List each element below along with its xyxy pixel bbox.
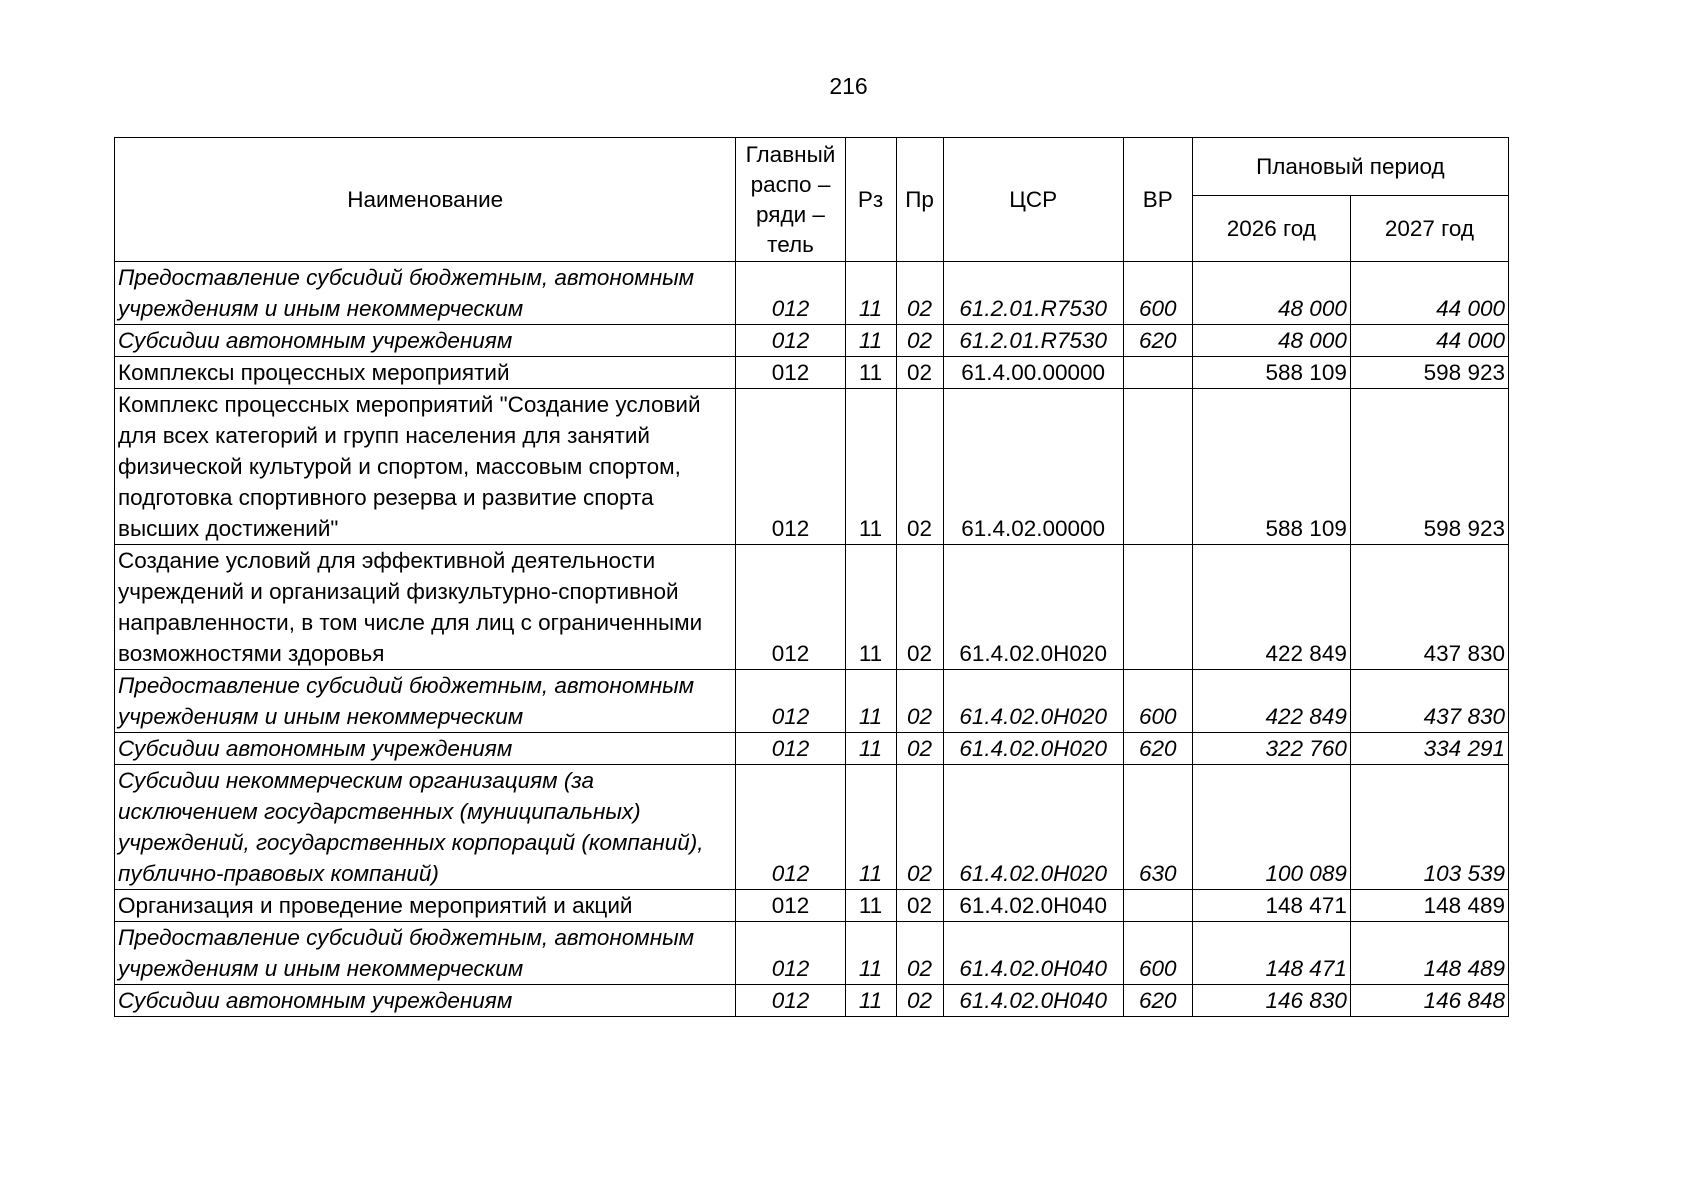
cell-pr: 02 [896, 733, 943, 765]
cell-name: Организация и проведение мероприятий и акций [115, 890, 736, 922]
cell-2026: 322 760 [1192, 733, 1350, 765]
cell-name: Комплексы процессных мероприятий [115, 357, 736, 389]
cell-2026: 146 830 [1192, 985, 1350, 1017]
cell-rz: 11 [845, 765, 896, 890]
cell-vr [1123, 357, 1192, 389]
table-row [115, 765, 1509, 890]
page-number: 216 [829, 73, 868, 99]
cell-pr: 02 [896, 357, 943, 389]
budget-table [114, 137, 1509, 1017]
header-manager-line: Главный [745, 141, 836, 167]
cell-vr: 630 [1123, 765, 1192, 890]
cell-csr: 61.4.02.0Н020 [943, 765, 1123, 890]
header-manager [736, 138, 845, 262]
cell-pr: 02 [896, 985, 943, 1017]
cell-name: Создание условий для эффективной деятельности учреждений и организаций физкультурно-спортивной направленности, в том числе для лиц с ограниченными возможностями здоровья [115, 545, 736, 670]
cell-name: Предоставление субсидий бюджетным, автономным учреждениям и иным некоммерческим [115, 262, 736, 325]
cell-pr: 02 [896, 890, 943, 922]
cell-vr [1123, 890, 1192, 922]
header-year-2027: 2027 год [1350, 196, 1508, 262]
cell-pr: 02 [896, 765, 943, 890]
cell-2026: 422 849 [1192, 545, 1350, 670]
cell-vr: 620 [1123, 325, 1192, 357]
cell-pr: 02 [896, 922, 943, 985]
cell-rz: 11 [845, 890, 896, 922]
cell-rz: 11 [845, 325, 896, 357]
cell-2027: 44 000 [1350, 325, 1508, 357]
cell-2026: 48 000 [1192, 325, 1350, 357]
cell-vr: 620 [1123, 733, 1192, 765]
cell-2027: 148 489 [1350, 890, 1508, 922]
cell-2027: 146 848 [1350, 985, 1508, 1017]
cell-vr [1123, 545, 1192, 670]
cell-manager: 012 [736, 985, 845, 1017]
cell-name: Субсидии автономным учреждениям [115, 325, 736, 357]
table-row [115, 670, 1509, 733]
cell-2027: 437 830 [1350, 545, 1508, 670]
table-row [115, 357, 1509, 389]
cell-2026: 48 000 [1192, 262, 1350, 325]
table-body [115, 262, 1509, 1017]
cell-manager: 012 [736, 733, 845, 765]
cell-csr: 61.4.02.0Н020 [943, 733, 1123, 765]
cell-manager: 012 [736, 765, 845, 890]
cell-vr: 600 [1123, 670, 1192, 733]
cell-vr [1123, 389, 1192, 545]
cell-manager: 012 [736, 922, 845, 985]
cell-manager: 012 [736, 357, 845, 389]
cell-manager: 012 [736, 890, 845, 922]
table-row [115, 389, 1509, 545]
cell-csr: 61.4.02.0Н020 [943, 670, 1123, 733]
cell-csr: 61.4.02.0Н040 [943, 890, 1123, 922]
table-row [115, 325, 1509, 357]
cell-rz: 11 [845, 922, 896, 985]
table-row [115, 545, 1509, 670]
header-year-2026: 2026 год [1192, 196, 1350, 262]
header-rz: Рз [845, 138, 896, 262]
cell-name: Предоставление субсидий бюджетным, автономным учреждениям и иным некоммерческим [115, 670, 736, 733]
table-row [115, 985, 1509, 1017]
cell-rz: 11 [845, 670, 896, 733]
cell-csr: 61.4.02.0Н040 [943, 985, 1123, 1017]
cell-pr: 02 [896, 389, 943, 545]
table-header [115, 138, 1509, 262]
cell-2027: 334 291 [1350, 733, 1508, 765]
cell-rz: 11 [845, 985, 896, 1017]
cell-manager: 012 [736, 262, 845, 325]
header-csr: ЦСР [943, 138, 1123, 262]
cell-pr: 02 [896, 262, 943, 325]
cell-rz: 11 [845, 357, 896, 389]
table-row [115, 262, 1509, 325]
cell-manager: 012 [736, 389, 845, 545]
cell-name: Субсидии автономным учреждениям [115, 733, 736, 765]
cell-2027: 598 923 [1350, 389, 1508, 545]
table-row [115, 733, 1509, 765]
cell-2026: 422 849 [1192, 670, 1350, 733]
header-manager-line: распо – [750, 171, 831, 197]
cell-vr: 620 [1123, 985, 1192, 1017]
cell-name: Комплекс процессных мероприятий "Создание условий для всех категорий и групп населения для занятий физической культурой и спортом, массовым спортом, подготовка спортивного резерва и развитие спорта высших достижений" [115, 389, 736, 545]
cell-manager: 012 [736, 670, 845, 733]
header-planned-period: Плановый период [1192, 138, 1508, 196]
cell-pr: 02 [896, 545, 943, 670]
header-name: Наименование [115, 138, 736, 262]
cell-2027: 598 923 [1350, 357, 1508, 389]
cell-vr: 600 [1123, 922, 1192, 985]
header-pr: Пр [896, 138, 943, 262]
cell-csr: 61.2.01.R7530 [943, 325, 1123, 357]
cell-2027: 148 489 [1350, 922, 1508, 985]
cell-rz: 11 [845, 733, 896, 765]
cell-pr: 02 [896, 325, 943, 357]
cell-name: Субсидии автономным учреждениям [115, 985, 736, 1017]
cell-name: Субсидии некоммерческим организациям (за исключением государственных (муниципальных) учреждений, государственных корпораций (компаний), публично-правовых компаний) [115, 765, 736, 890]
header-vr: ВР [1123, 138, 1192, 262]
cell-2027: 103 539 [1350, 765, 1508, 890]
cell-rz: 11 [845, 389, 896, 545]
cell-csr: 61.4.02.00000 [943, 389, 1123, 545]
cell-2027: 44 000 [1350, 262, 1508, 325]
cell-csr: 61.4.02.0Н040 [943, 922, 1123, 985]
cell-name: Предоставление субсидий бюджетным, автономным учреждениям и иным некоммерческим [115, 922, 736, 985]
cell-2026: 100 089 [1192, 765, 1350, 890]
cell-pr: 02 [896, 670, 943, 733]
cell-vr: 600 [1123, 262, 1192, 325]
cell-manager: 012 [736, 325, 845, 357]
cell-csr: 61.2.01.R7530 [943, 262, 1123, 325]
cell-2026: 588 109 [1192, 389, 1350, 545]
cell-2027: 437 830 [1350, 670, 1508, 733]
header-manager-line: ряди – [756, 201, 825, 227]
table-row [115, 890, 1509, 922]
cell-csr: 61.4.00.00000 [943, 357, 1123, 389]
table-row [115, 922, 1509, 985]
cell-2026: 148 471 [1192, 890, 1350, 922]
cell-rz: 11 [845, 545, 896, 670]
cell-2026: 588 109 [1192, 357, 1350, 389]
cell-manager: 012 [736, 545, 845, 670]
cell-2026: 148 471 [1192, 922, 1350, 985]
cell-csr: 61.4.02.0Н020 [943, 545, 1123, 670]
cell-rz: 11 [845, 262, 896, 325]
header-manager-line: тель [767, 231, 814, 257]
